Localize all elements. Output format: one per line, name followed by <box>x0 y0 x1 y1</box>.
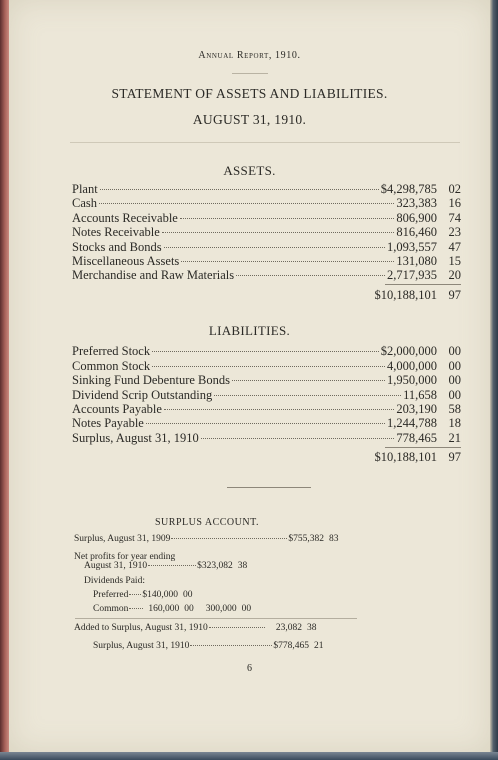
leader-dots <box>201 438 395 439</box>
liabilities-row <box>72 373 461 387</box>
assets-row <box>72 211 461 225</box>
leader-dots <box>129 594 141 595</box>
assets-total <box>72 288 461 303</box>
liabilities-row <box>72 388 461 402</box>
row-amount: 131,080 <box>396 254 437 268</box>
row-amount: 2,717,935 <box>387 268 437 282</box>
leader-dots <box>236 275 385 276</box>
leader-dots <box>152 366 385 367</box>
total-cents: 97 <box>448 288 461 302</box>
leader-dots <box>214 395 401 396</box>
section-rule <box>70 142 460 143</box>
row-amount: $2,000,000 <box>380 344 437 358</box>
row-label: Surplus, August 31, 1910 <box>93 641 190 651</box>
leader-dots <box>152 351 379 352</box>
liabilities-row <box>72 344 461 358</box>
leader-dots <box>129 608 143 609</box>
preferred-dividend-row <box>93 590 192 602</box>
leader-dots <box>100 189 379 190</box>
net-profits-row <box>84 561 247 573</box>
row-cents: 74 <box>448 211 461 225</box>
assets-row <box>72 268 461 282</box>
row-label: Merchandise and Raw Materials <box>72 268 235 282</box>
row-label: Notes Payable <box>72 416 144 430</box>
row-cents: 15 <box>448 254 461 268</box>
row-cents: 18 <box>448 416 461 430</box>
row-cents: 83 <box>328 534 339 544</box>
row-cents: 20 <box>448 268 461 282</box>
row-label: Accounts Receivable <box>72 211 178 225</box>
row-cents: 02 <box>448 182 461 196</box>
assets-row <box>72 182 461 196</box>
leader-dots <box>171 538 287 539</box>
closing-surplus-row <box>93 641 323 653</box>
leader-dots <box>190 645 272 646</box>
row-amount: $4,298,785 <box>380 182 437 196</box>
row-cents: 00 <box>184 604 194 614</box>
row-cents: 21 <box>448 431 461 445</box>
row-label: August 31, 1910 <box>84 561 148 571</box>
sum-rule <box>385 284 461 285</box>
row-cents: 16 <box>448 196 461 210</box>
row-label: Common Stock <box>72 359 151 373</box>
running-header: Annual Report, 1910. <box>198 50 301 61</box>
row-amount: 1,244,788 <box>387 416 437 430</box>
row-amount: 4,000,000 <box>387 359 437 373</box>
row-amount: 1,950,000 <box>387 373 437 387</box>
page-bottom-edge <box>0 752 498 760</box>
surplus-rule <box>75 618 357 619</box>
row-cents: 38 <box>237 561 248 571</box>
sum-rule <box>385 447 461 448</box>
liabilities-total <box>72 450 461 465</box>
common-dividend-row <box>93 604 251 616</box>
row-amount: $323,082 <box>197 561 233 571</box>
row-amount: 323,383 <box>396 196 437 210</box>
row-amount: 160,000 <box>148 604 180 614</box>
dividends-label: Dividends Paid: <box>84 576 145 586</box>
row-label: Cash <box>72 196 97 210</box>
row-amount: $778,465 <box>273 641 309 651</box>
row-label: Notes Receivable <box>72 225 160 239</box>
section-divider <box>227 487 311 488</box>
leader-dots <box>180 218 395 219</box>
row-cents: 00 <box>448 359 461 373</box>
row-label: Preferred Stock <box>72 344 151 358</box>
row-cents: 38 <box>306 623 317 633</box>
row-amount: 806,900 <box>396 211 437 225</box>
row-label: Stocks and Bonds <box>72 240 162 254</box>
surplus-account-heading: SURPLUS ACCOUNT. <box>155 517 259 528</box>
assets-row <box>72 240 461 254</box>
total-amount: $10,188,101 <box>374 288 437 302</box>
row-amount: 1,093,557 <box>387 240 437 254</box>
dividends-total-amount: 300,000 <box>205 604 237 614</box>
page-number: 6 <box>247 663 252 674</box>
page-edge <box>490 0 498 760</box>
statement-title: STATEMENT OF ASSETS AND LIABILITIES. <box>111 86 388 101</box>
liabilities-row <box>72 431 461 445</box>
row-amount: 11,658 <box>403 388 437 402</box>
assets-heading: ASSETS. <box>223 163 276 178</box>
row-label: Common <box>93 604 129 614</box>
row-label: Miscellaneous Assets <box>72 254 180 268</box>
liabilities-row <box>72 416 461 430</box>
leader-dots <box>232 380 385 381</box>
row-label: Surplus, August 31, 1910 <box>72 431 199 445</box>
leader-dots <box>146 423 385 424</box>
row-amount: $755,382 <box>288 534 324 544</box>
leader-dots <box>164 247 385 248</box>
row-amount: 816,460 <box>396 225 437 239</box>
row-cents: 58 <box>448 402 461 416</box>
assets-row <box>72 225 461 239</box>
row-label: Sinking Fund Debenture Bonds <box>72 373 230 387</box>
leader-dots <box>148 565 196 566</box>
row-cents: 00 <box>182 590 193 600</box>
row-label: Dividend Scrip Outstanding <box>72 388 213 402</box>
dividends-total-cents: 00 <box>241 604 252 614</box>
book-spine <box>0 0 9 760</box>
row-label: Plant <box>72 182 98 196</box>
total-amount: $10,188,101 <box>374 450 437 464</box>
row-label: Accounts Payable <box>72 402 162 416</box>
row-amount: $140,000 <box>142 590 178 600</box>
row-amount: 778,465 <box>396 431 437 445</box>
header-rule <box>232 73 268 74</box>
statement-date: AUGUST 31, 1910. <box>192 112 307 127</box>
row-cents: 00 <box>448 373 461 387</box>
row-cents: 21 <box>313 641 324 651</box>
leader-dots <box>99 203 394 204</box>
total-cents: 97 <box>448 450 461 464</box>
leader-dots <box>162 232 395 233</box>
row-cents: 23 <box>448 225 461 239</box>
row-label: Added to Surplus, August 31, 1910 <box>74 623 208 633</box>
liabilities-row <box>72 402 461 416</box>
row-amount: 23,082 <box>275 623 302 633</box>
leader-dots <box>164 409 394 410</box>
row-cents: 00 <box>448 344 461 358</box>
surplus-opening-row <box>74 534 338 546</box>
assets-row <box>72 196 461 210</box>
leader-dots <box>209 627 265 628</box>
row-amount: 203,190 <box>396 402 437 416</box>
liabilities-row <box>72 359 461 373</box>
row-label: Preferred <box>93 590 129 600</box>
net-profits-label: Net profits for year ending <box>74 552 176 562</box>
row-cents: 00 <box>448 388 461 402</box>
assets-row <box>72 254 461 268</box>
liabilities-heading: LIABILITIES. <box>208 323 291 338</box>
row-label: Surplus, August 31, 1909 <box>74 534 171 544</box>
added-surplus-row <box>74 623 316 635</box>
leader-dots <box>181 261 394 262</box>
document-page <box>9 0 490 752</box>
row-cents: 47 <box>448 240 461 254</box>
